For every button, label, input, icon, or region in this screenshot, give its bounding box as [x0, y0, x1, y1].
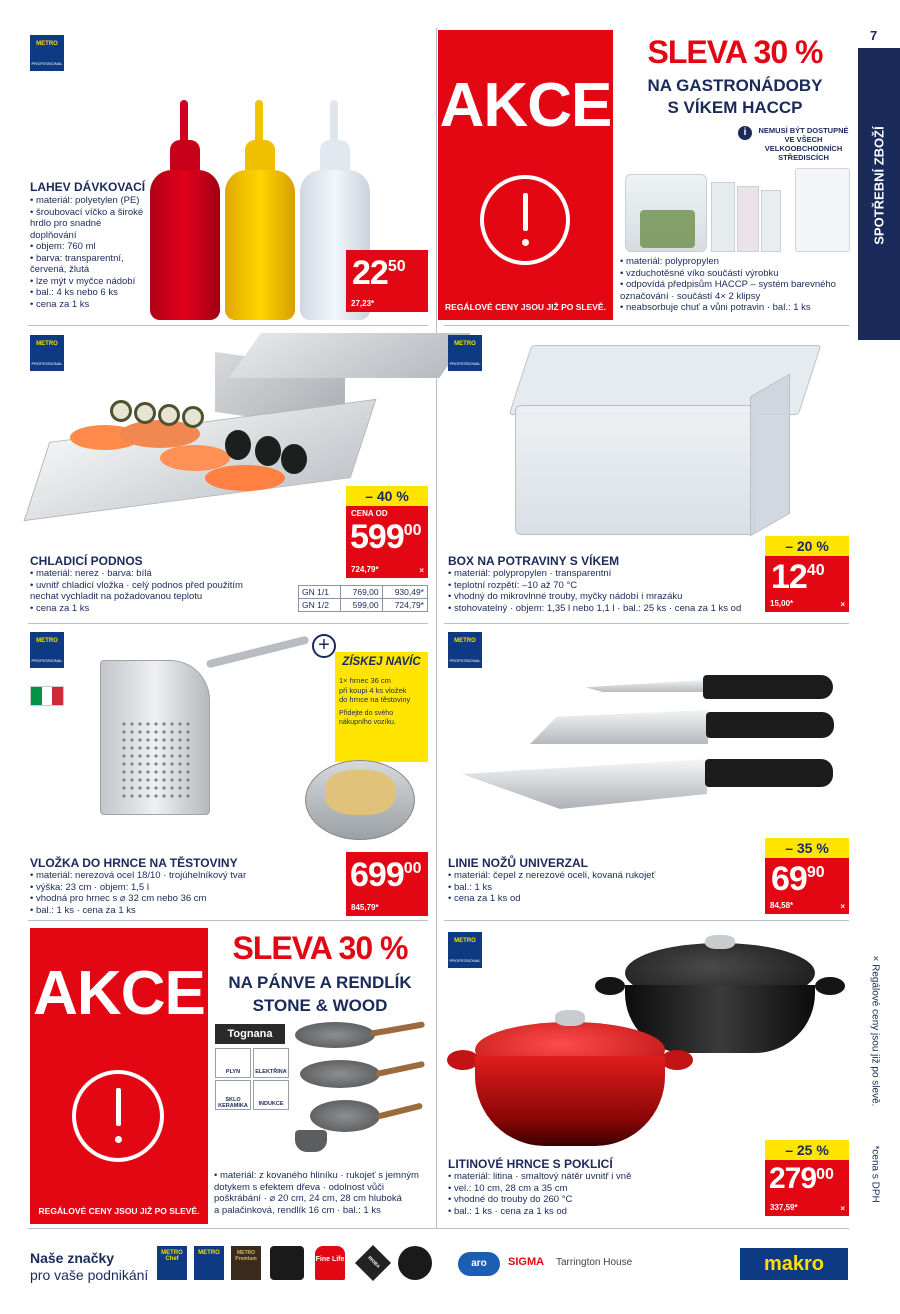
akce-panel [438, 30, 613, 320]
discount-badge: – 20 % [765, 536, 849, 556]
discount-badge: – 25 % [765, 1140, 849, 1160]
product-title: LINIE NOŽŮ UNIVERZAL [448, 856, 588, 870]
ceramic-icon: SKLO KERAMIKA [215, 1080, 251, 1110]
bonus-box: ZÍSKEJ NAVÍC 1× hrnec 36 cm při koupi 4 ks vložek do hrnce na těstoviny Přidejte do svého nákupního vozíku. [335, 652, 428, 762]
table-row: GN 1/1 769,00 930,49* [299, 586, 428, 599]
akce-label: AKCE [33, 959, 205, 1028]
section-tab-label: SPOTŘEBNÍ ZBOŽÍ [871, 126, 887, 245]
sleva-title: SLEVA 30 % [647, 34, 823, 70]
sushi-rolls [110, 400, 210, 430]
product-desc: • materiál: nerezová ocel 18/10 · trojúhelníkový tvar • výška: 23 cm · objem: 1,5 l • vhodná pro hrnec s ⌀ 32 cm nebo 36 cm • bal.: 1 ks · cena za 1 ks [30, 870, 247, 916]
product-title: BOX NA POTRAVINY S VÍKEM [448, 554, 620, 568]
sleva-sub-2: STONE & WOOD [252, 996, 388, 1015]
gastro-desc: • materiál: polypropylen • vzduchotěsné víko součástí výrobku • odpovídá předpisům HACCP – systém barevného označování · součástí 4× 2 klipsy • neabsorbuje chuť a vůni potravin · bal.: 1 ks [620, 256, 836, 313]
metro-logo: METRO PROFESSIONAL [448, 632, 482, 668]
info-icon: i [738, 126, 752, 140]
food-box [505, 345, 795, 540]
metro-logo: METRO PROFESSIONAL [448, 932, 482, 968]
brand-metro: METRO [194, 1246, 224, 1280]
discount-badge: – 35 % [765, 838, 849, 858]
product-desc: • materiál: polyetylen (PE) • šroubovací víčko a široké hrdlo pro snadné doplňování • objem: 760 ml • barva: transparentní, červená, žlutá • lze mýt v myčce nádobí • bal.: 4 ks nebo 6 ks • cena za 1 ks [30, 195, 144, 310]
makro-logo: makro [740, 1248, 848, 1280]
size-price-table [298, 585, 428, 612]
product-desc: • materiál: čepel z nerezové oceli, kovaná rukojeť • bal.: 1 ks • cena za 1 ks od [448, 870, 656, 904]
availability-note: NEMUSÍ BÝT DOSTUPNÉ VE VŠECH VELKOOBCHODNÍCH STŘEDISCÍCH [758, 126, 849, 162]
price-tag: 27900 337,59* × [765, 1160, 849, 1216]
product-desc: • materiál: litina · smaltový nátěr uvnitř i vně • vel.: 10 cm, 28 cm a 35 cm • vhodné do trouby do 260 °C • bal.: 1 ks · cena za 1 ks od [448, 1171, 632, 1217]
knife-chef [462, 755, 834, 815]
side-note-regal: × Regálové ceny jsou již po slevě. [869, 955, 881, 1107]
induction-icon: INDUKCE [253, 1080, 289, 1110]
section-tab [858, 48, 900, 340]
price-tag: CENA OD 59900 724,79* × [346, 506, 428, 578]
discount-badge: – 40 % [346, 486, 428, 506]
tognana-logo: Tognana [215, 1024, 285, 1044]
metro-logo: METRO PROFESSIONAL [448, 335, 482, 371]
gas-icon: PLYN [215, 1048, 251, 1078]
brand-dark [270, 1246, 304, 1280]
electric-icon: ELEKTŘINA [253, 1048, 289, 1078]
metro-logo: METRO PROFESSIONAL [30, 335, 64, 371]
akce-panel [30, 928, 208, 1224]
knife-small [585, 672, 835, 702]
sleva-sub-2: S VÍKEM HACCP [667, 98, 803, 117]
exclamation-icon [480, 175, 570, 265]
product-desc: • materiál: polypropylen · transparentní • teplotní rozpětí: –10 až 70 °C • vhodný do mikrovlnné trouby, myčky nádobí i mrazáku • stohovatelný · objem: 1,35 l nebo 1,1 l · bal.: 25 ks · cena za 1 ks od [448, 568, 742, 614]
brand-grape [398, 1246, 432, 1280]
brand-metro-chef: METRO Chef [157, 1246, 187, 1280]
price-tag: 69900 845,79* [346, 852, 428, 916]
pasta-insert [100, 630, 310, 820]
metro-logo: METRO PROFESSIONAL [30, 632, 64, 668]
panve-desc: • materiál: z kovaného hliníku · rukojeť s jemným dotykem s efektem dřeva · odolnost vůči poškrábání · ⌀ 20 cm, 24 cm, 28 cm hluboká a palačinková, rendlík 16 cm · bal.: 1 ks [214, 1170, 419, 1216]
brand-aro: aro [458, 1252, 500, 1276]
plus-icon: + [312, 634, 336, 658]
brand-rioba: RIOBA [355, 1245, 391, 1281]
price-tag: 2250 27,23* [346, 250, 428, 312]
knife-santoku [530, 708, 835, 748]
akce-note: REGÁLOVÉ CENY JSOU JIŽ PO SLEVĚ. [38, 1206, 200, 1216]
pasta-pot [295, 745, 425, 850]
footer-brands-label: Naše značky pro vaše podnikání [30, 1250, 149, 1283]
akce-note: REGÁLOVÉ CENY JSOU JIŽ PO SLEVĚ. [445, 302, 606, 312]
sleva-title: SLEVA 30 % [232, 930, 408, 966]
sleva-sub-1: NA GASTRONÁDOBY [647, 76, 823, 95]
product-title: LAHEV DÁVKOVACÍ [30, 180, 146, 194]
exclamation-icon [72, 1070, 164, 1162]
cooktop-icons [215, 1048, 291, 1110]
frying-pans [295, 1022, 430, 1152]
pot-red [445, 1010, 695, 1150]
price-tag: 1240 15,00* × [765, 556, 849, 612]
brand-tarrington: Tarrington House [556, 1257, 633, 1268]
brand-metro-premium: METRO Premium [231, 1246, 261, 1280]
akce-label: AKCE [439, 71, 612, 140]
table-row: GN 1/2 599,00 724,79* [299, 599, 428, 612]
price-tag: 6990 84,58* × [765, 858, 849, 914]
brand-fine-life: Fine Life [315, 1246, 345, 1280]
side-note-dph: *cena s DPH [869, 1145, 881, 1203]
italy-flag [30, 686, 64, 706]
product-title: CHLADICÍ PODNOS [30, 554, 143, 568]
gastro-containers [625, 168, 850, 256]
page-number: 7 [870, 28, 878, 43]
sleva-sub-1: NA PÁNVE A RENDLÍK [228, 973, 412, 992]
product-title: LITINOVÉ HRNCE S POKLICÍ [448, 1157, 613, 1171]
bottle-yellow [225, 100, 295, 320]
product-title: VLOŽKA DO HRNCE NA TĚSTOVINY [30, 856, 238, 870]
brand-sigma: SIGMA [508, 1256, 545, 1268]
bottle-red [150, 100, 220, 320]
metro-logo: METRO PROFESSIONAL [30, 35, 64, 71]
product-desc: • materiál: nerez · barva: bílá • uvnitř chladicí vložka · celý podnos před použitím nechat vychladit na požadovanou teplotu • cena za 1 ks [30, 568, 243, 614]
